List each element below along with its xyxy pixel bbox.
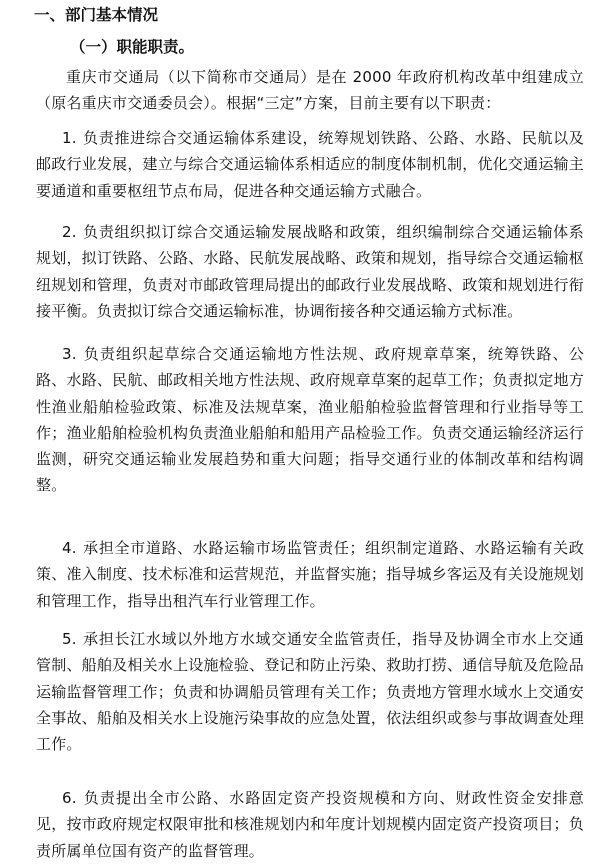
section-heading: 一、部门基本情况	[34, 6, 159, 24]
duty-item-number: 5.	[62, 630, 77, 648]
duty-item-number: 3.	[62, 345, 77, 363]
duty-item-text: 承担长江水域以外地方水域交通安全监管责任，指导及协调全市水上交通管制、船舶及相关水上设施检验、登记和防止污染、救助打捞、通信导航及危险品运输监督管理工作；负责和协调船员管理有关工作；负责地方管理水域水上交通安全事故、船舶及相关水上设施污染事故的应急处置，依法组织或参与事故调查处理工作。	[36, 630, 584, 754]
duty-item-1	[36, 125, 584, 204]
duty-item-text: 负责提出全市公路、水路固定资产投资规模和方向、财政性资金安排意见，按市政府规定权限审批和核准规划内和年度计划规模内固定资产投资项目；负责所属单位国有资产的监督管理。	[36, 789, 584, 860]
duty-item-4	[36, 535, 584, 614]
duty-item-number: 6.	[62, 789, 77, 807]
subsection-heading: （一）职能职责。	[70, 38, 195, 56]
intro-paragraph: 重庆市交通局（以下简称市交通局）是在 2000 年政府机构改革中组建成立（原名重庆市交通委员会）。根据“三定”方案，目前主要有以下职责：	[36, 68, 584, 113]
duty-item-text: 负责组织拟订综合交通运输发展战略和政策，组织编制综合交通运输体系规划，拟订铁路、公路、水路、民航发展战略、政策和规划，指导综合交通运输枢纽规划和管理，负责对市邮政管理局提出的邮政行业发展战略、政策和规划进行衔接平衡。负责拟订综合交通运输标准，协调衔接各种交通运输方式标准。	[36, 223, 584, 320]
duty-item-text: 负责组织起草综合交通运输地方性法规、政府规章草案，统筹铁路、公路、水路、民航、邮政相关地方性法规、政府规章草案的起草工作；负责拟定地方性渔业船舶检验政策、标准及法规草案，渔业船舶检验监督管理和行业指导等工作；渔业船舶检验机构负责渔业船舶和船用产品检验工作。负责交通运输经济运行监测，研究交通运输业发展趋势和重大问题；指导交通行业的体制改革和结构调整。	[36, 345, 584, 495]
duty-item-text: 负责推进综合交通运输体系建设，统筹规划铁路、公路、水路、民航以及邮政行业发展，建立与综合交通运输体系相适应的制度体制机制，优化交通运输主要通道和重要枢纽节点布局，促进各种交通运输方式融合。	[36, 129, 584, 200]
duty-item-number: 2.	[62, 223, 77, 241]
duty-item-number: 1.	[62, 129, 77, 147]
duty-item-5	[36, 626, 584, 757]
duty-item-2	[36, 219, 584, 324]
duty-item-number: 4.	[62, 539, 77, 557]
duty-item-6	[36, 785, 584, 864]
duty-item-text: 承担全市道路、水路运输市场监管责任；组织制定道路、水路运输有关政策、准入制度、技术标准和运营规范，并监督实施；指导城乡客运及有关设施规划和管理工作，指导出租汽车行业管理工作。	[36, 539, 584, 610]
duty-item-3	[36, 341, 584, 499]
